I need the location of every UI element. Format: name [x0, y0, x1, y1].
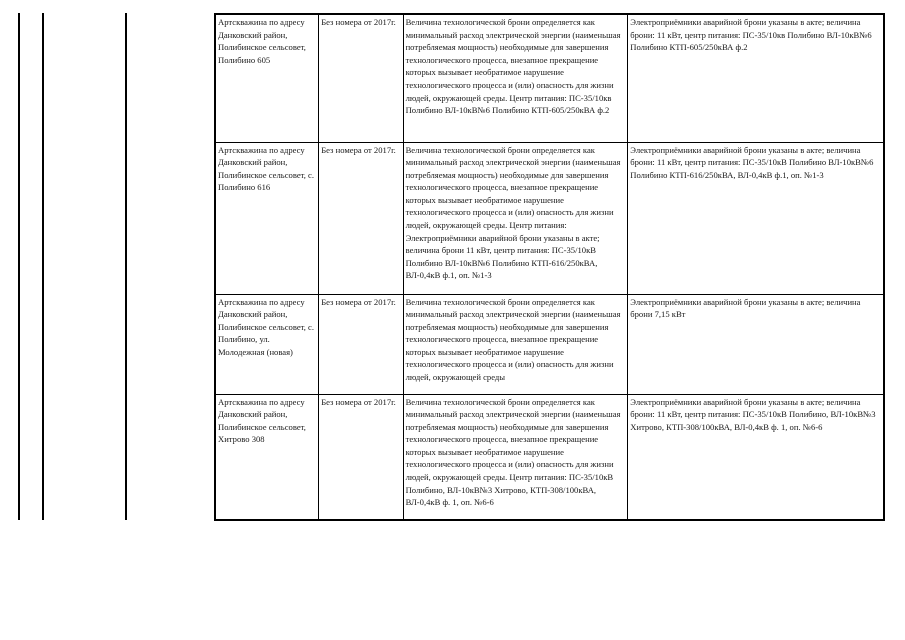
- object-cell: Артскважина по адресу Данковский район, Полибинское сельсовет, с. Полибино, ул. Молодежная (новая): [215, 294, 319, 394]
- reserve-table: [214, 13, 885, 521]
- document-cell: Без номера от 2017г.: [319, 142, 403, 294]
- description-cell: Величина технологической брони определяется как минимальный расход электрической энергии (наименьшая потребляемая мощность) необходимые для завершения технологического процесса, внезапное прекращение которых вызывает необратимое нарушение технологического процесса и (или) опасность для жизни людей, окружающей среды. Центр питания: ПС-35/10кВ Полибино, ВЛ-10кВ№3 Хитрово, КТП-308/100кВА, ВЛ-0,4кВ ф. 1, оп. №6-6: [403, 394, 628, 520]
- document-cell: Без номера от 2017г.: [319, 294, 403, 394]
- object-cell: Артскважина по адресу Данковский район, Полибинское сельсовет, с. Полибино 616: [215, 142, 319, 294]
- document-cell: Без номера от 2017г.: [319, 394, 403, 520]
- object-cell: Артскважина по адресу Данковский район, Полибинское сельсовет, Хитрово 308: [215, 394, 319, 520]
- emergency-reserve-cell: Электроприёмники аварийной брони указаны в акте; величина брони: 11 кВт, центр питания: ПС-35/10кВ Полибино, ВЛ-10кВ№3 Хитрово, КТП-308/100кВА, ВЛ-0,4кВ ф. 1, оп. №6-6: [628, 394, 884, 520]
- left-column-border-3: [125, 13, 127, 520]
- emergency-reserve-cell: Электроприёмники аварийной брони указаны в акте; величина брони: 11 кВт, центр питания: ПС-35/10кВ Полибино ВЛ-10кВ№6 Полибино КТП-616/250кВА, ВЛ-0,4кВ ф.1, оп. №1-3: [628, 142, 884, 294]
- description-cell: Величина технологической брони определяется как минимальный расход электрической энергии (наименьшая потребляемая мощность) необходимые для завершения технологического процесса, внезапное прекращение которых вызывает необратимое нарушение технологического процесса и (или) опасность для жизни людей, окружающей среды. Центр питания: ПС-35/10кв Полибино ВЛ-10кВ№6 Полибино КТП-605/250кВА ф.2: [403, 14, 628, 142]
- table-row: [215, 14, 884, 142]
- table-row: [215, 142, 884, 294]
- table-row: [215, 394, 884, 520]
- left-column-border-2: [42, 13, 44, 520]
- description-cell: Величина технологической брони определяется как минимальный расход электрической энергии (наименьшая потребляемая мощность) необходимые для завершения технологического процесса, внезапное прекращение которых вызывает необратимое нарушение технологического процесса и (или) опасность для жизни людей, окружающей среды: [403, 294, 628, 394]
- description-cell: Величина технологической брони определяется как минимальный расход электрической энергии (наименьшая потребляемая мощность) необходимые для завершения технологического процесса, внезапное прекращение которых вызывает необратимое нарушение технологического процесса и (или) опасность для жизни людей, окружающей среды. Центр питания: Электроприёмники аварийной брони указаны в акте; величина брони 11 кВт, центр питания: ПС-35/10кВ Полибино ВЛ-10кВ№6 Полибино КТП-616/250кВА, ВЛ-0,4кВ ф.1, оп. №1-3: [403, 142, 628, 294]
- object-cell: Артскважина по адресу Данковский район, Полибинское сельсовет, Полибино 605: [215, 14, 319, 142]
- table-row: [215, 294, 884, 394]
- emergency-reserve-cell: Электроприёмники аварийной брони указаны в акте; величина брони 7,15 кВт: [628, 294, 884, 394]
- document-cell: Без номера от 2017г.: [319, 14, 403, 142]
- emergency-reserve-cell: Электроприёмники аварийной брони указаны в акте; величина брони: 11 кВт, центр питания: ПС-35/10кв Полибино ВЛ-10кВ№6 Полибино КТП-605/250кВА ф.2: [628, 14, 884, 142]
- left-column-border-1: [18, 13, 20, 520]
